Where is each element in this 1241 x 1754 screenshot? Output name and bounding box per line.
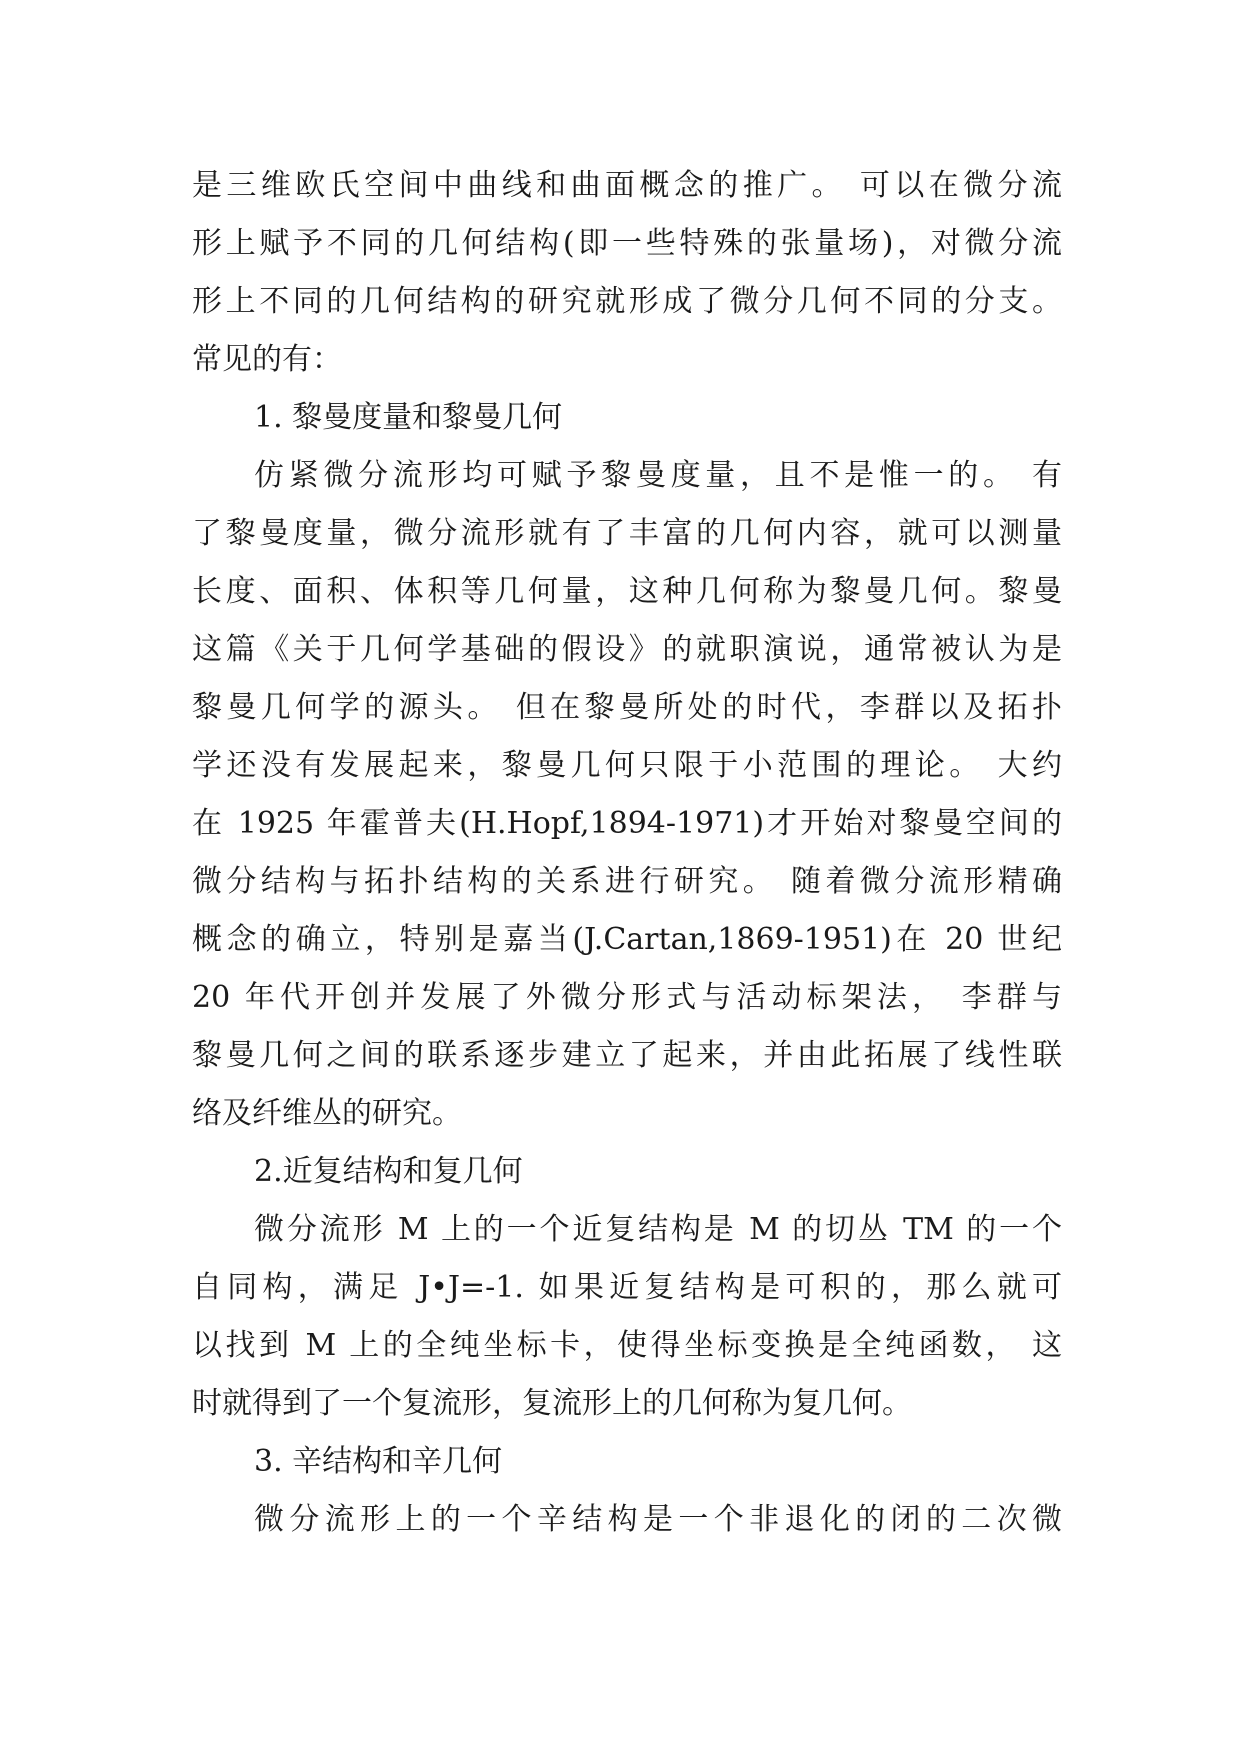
text-line: 长度、面积、体积等几何量，这种几何称为黎曼几何。黎曼 [192, 574, 1062, 609]
text-line: 在 1925 年霍普夫(H.Hopf,1894-1971)才开始对黎曼空间的 [192, 806, 1062, 841]
text-line: 黎曼几何学的源头。 但在黎曼所处的时代，李群以及拓扑 [192, 690, 1062, 725]
section-heading: 2.近复结构和复几何 [254, 1154, 523, 1189]
text-line: 这篇《关于几何学基础的假设》的就职演说，通常被认为是 [192, 632, 1062, 667]
text-line: 了黎曼度量，微分流形就有了丰富的几何内容，就可以测量 [192, 516, 1062, 551]
text-line: 是三维欧氏空间中曲线和曲面概念的推广。 可以在微分流 [192, 168, 1062, 203]
text-line: 形上赋予不同的几何结构(即一些特殊的张量场)，对微分流 [192, 226, 1062, 261]
text-line: 黎曼几何之间的联系逐步建立了起来，并由此拓展了线性联 [192, 1038, 1062, 1073]
text-line: 微分流形 M 上的一个近复结构是 M 的切丛 TM 的一个 [254, 1212, 1062, 1247]
text-line: 学还没有发展起来，黎曼几何只限于小范围的理论。 大约 [192, 748, 1062, 783]
text-line: 仿紧微分流形均可赋予黎曼度量，且不是惟一的。 有 [254, 458, 1062, 493]
section-heading: 3. 辛结构和辛几何 [254, 1444, 503, 1479]
text-line: 概念的确立，特别是嘉当(J.Cartan,1869-1951)在 20 世纪 [192, 922, 1062, 957]
text-line: 时就得到了一个复流形，复流形上的几何称为复几何。 [192, 1386, 912, 1421]
text-line: 微分流形上的一个辛结构是一个非退化的闭的二次微 [254, 1502, 1062, 1537]
text-line: 络及纤维丛的研究。 [192, 1096, 462, 1131]
text-line: 常见的有： [192, 342, 342, 377]
text-line: 20 年代开创并发展了外微分形式与活动标架法， 李群与 [192, 980, 1062, 1015]
section-heading: 1. 黎曼度量和黎曼几何 [254, 400, 563, 435]
text-line: 形上不同的几何结构的研究就形成了微分几何不同的分支。 [192, 284, 1062, 319]
text-line: 微分结构与拓扑结构的关系进行研究。 随着微分流形精确 [192, 864, 1062, 899]
text-line: 以找到 M 上的全纯坐标卡，使得坐标变换是全纯函数， 这 [192, 1328, 1062, 1363]
text-line: 自同构，满足 J•J=-1. 如果近复结构是可积的，那么就可 [192, 1270, 1062, 1305]
